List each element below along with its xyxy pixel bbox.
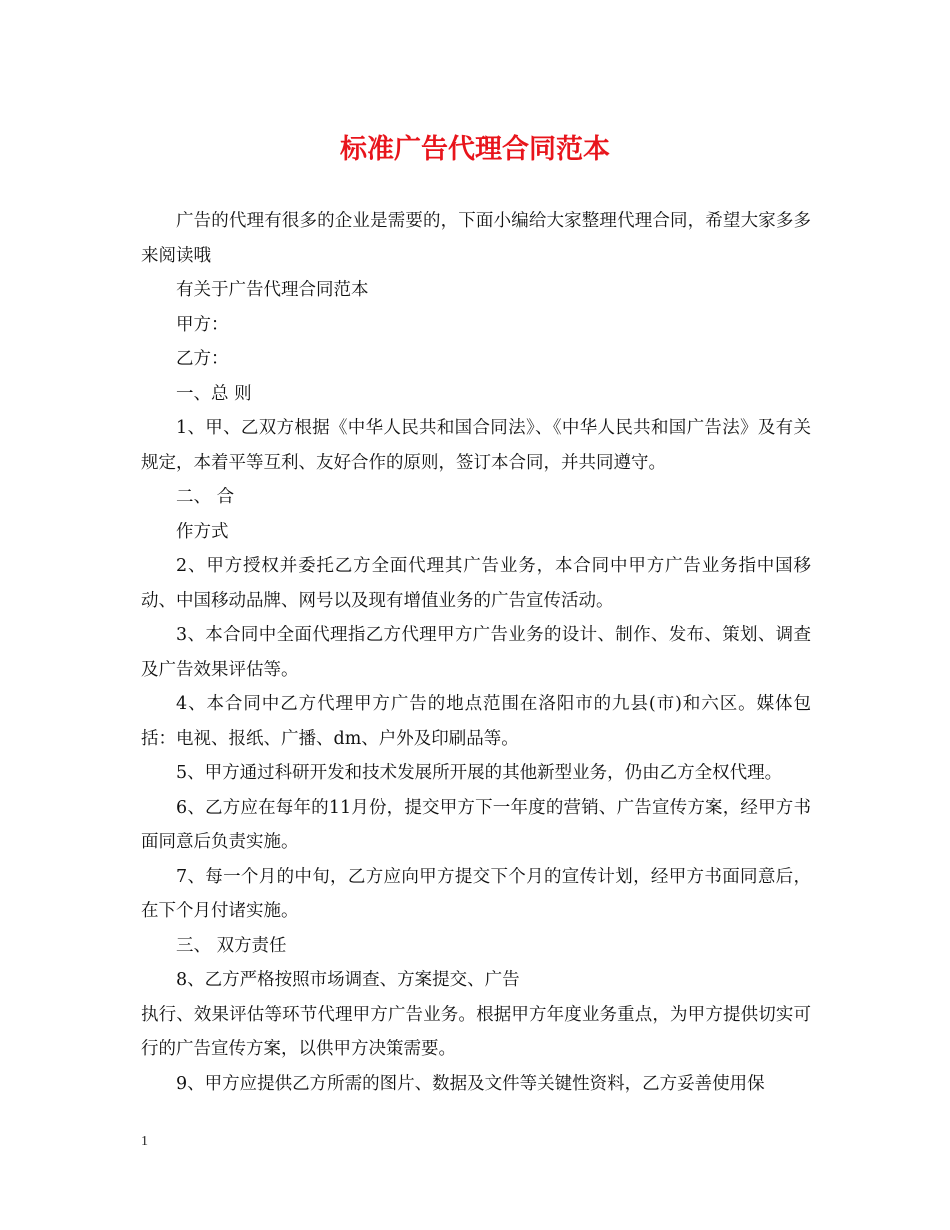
paragraph-clause-2: 2、甲方授权并委托乙方全面代理其广告业务，本合同中甲方广告业务指中国移动、中国移动品牌、网号以及现有增值业务的广告宣传活动。 (141, 556, 811, 611)
page-number: 1 (141, 1134, 148, 1149)
paragraph-clause-8: 8、乙方严格按照市场调查、方案提交、广告 (176, 970, 520, 990)
paragraph-party-a: 甲方： (176, 314, 229, 335)
document-title: 标准广告代理合同范本 (340, 134, 610, 165)
section-heading-responsibilities: 三、 双方责任 (176, 935, 287, 956)
paragraph-clause-9: 9、甲方应提供乙方所需的图片、数据及文件等关键性资料，乙方妥善使用保 (176, 1073, 765, 1094)
paragraph-clause-5: 5、甲方通过科研开发和技术发展所开展的其他新型业务，仍由乙方全权代理。 (176, 763, 783, 783)
paragraph-subtitle: 有关于广告代理合同范本 (176, 280, 369, 300)
section-heading-cooperation: 二、 合 (176, 487, 235, 507)
paragraph-clause-7: 7、每一个月的中旬，乙方应向甲方提交下个月的宣传计划，经甲方书面同意后，在下个月付诸实施。 (141, 866, 811, 921)
paragraph-clause-6: 6、乙方应在每年的11月份，提交甲方下一年度的营销、广告宣传方案，经甲方书面同意后负责实施。 (141, 797, 811, 852)
paragraph-clause-8-cont: 执行、效果评估等环节代理甲方广告业务。根据甲方年度业务重点，为甲方提供切实可行的广告宣传方案，以供甲方决策需要。 (141, 1004, 811, 1059)
paragraph-clause-3: 3、本合同中全面代理指乙方代理甲方广告业务的设计、制作、发布、策划、调查及广告效果评估等。 (141, 625, 811, 680)
document-body (141, 204, 811, 1101)
paragraph-party-b: 乙方： (176, 349, 229, 369)
section-heading-general: 一、总 则 (176, 383, 252, 404)
paragraph-clause-4: 4、本合同中乙方代理甲方广告的地点范围在洛阳市的九县(市)和六区。媒体包括：电视、报纸、广播、dm、户外及印刷品等。 (141, 694, 811, 749)
paragraph-clause-1: 1、甲、乙双方根据《中华人民共和国合同法》、《中华人民共和国广告法》及有关规定，本着平等互利、友好合作的原则，签订本合同，并共同遵守。 (141, 418, 811, 473)
section-heading-cooperation-cont: 作方式 (176, 521, 229, 542)
paragraph-intro: 广告的代理有很多的企业是需要的，下面小编给大家整理代理合同，希望大家多多来阅读哦 (141, 211, 811, 266)
